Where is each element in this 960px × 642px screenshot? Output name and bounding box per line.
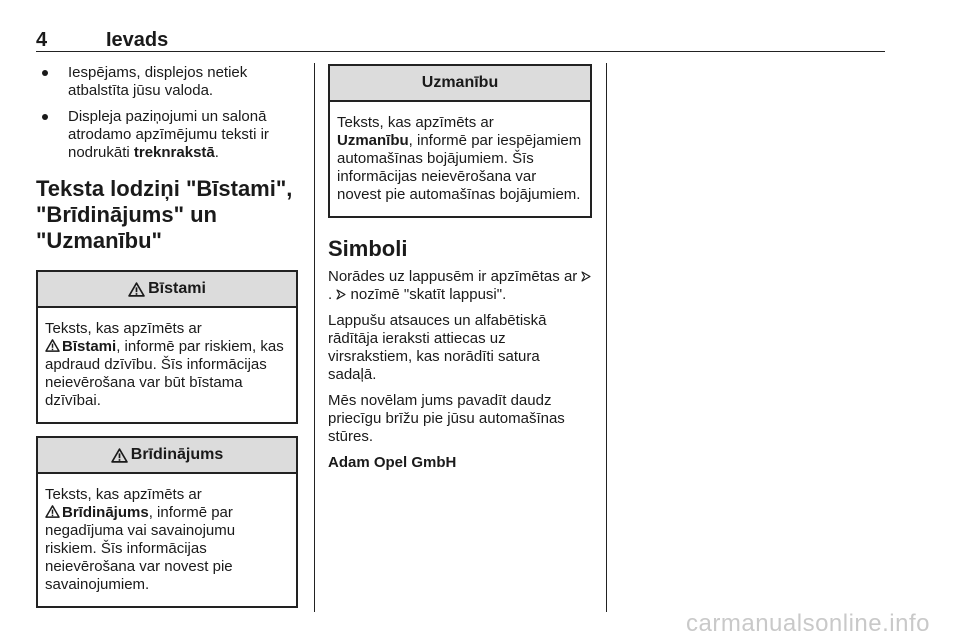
caution-box-title: Uzmanību bbox=[421, 74, 499, 91]
box-text: Teksts, kas apzīmēts ar bbox=[45, 486, 202, 503]
paragraph-text: . bbox=[328, 286, 333, 303]
heading-line: Teksta lodziņi "Bīstami", bbox=[36, 176, 293, 201]
section-title: Ievads bbox=[106, 29, 169, 51]
warning-triangle-icon bbox=[128, 282, 145, 297]
symbols-heading: Simboli bbox=[328, 236, 408, 261]
warning-box-body bbox=[38, 474, 296, 606]
box-term: Bīstami bbox=[62, 338, 117, 355]
bullet-icon bbox=[42, 70, 48, 76]
column-divider bbox=[606, 63, 607, 612]
warning-box-title: Brīdinājums bbox=[130, 446, 224, 463]
symbols-paragraph bbox=[328, 268, 592, 304]
heading-line: "Brīdinājums" un bbox=[36, 202, 217, 227]
heading-line: "Uzmanību" bbox=[36, 228, 162, 253]
list-item bbox=[36, 108, 298, 162]
watermark: carmanualsonline.info bbox=[686, 610, 930, 637]
paragraph-text: Norādes uz lappusēm ir apzīmētas ar bbox=[328, 268, 578, 285]
column-divider bbox=[314, 63, 315, 612]
warning-box-header bbox=[38, 438, 296, 474]
caution-box-body bbox=[330, 102, 590, 216]
wishes-paragraph: Mēs novēlam jums pavadīt daudz priecīgu brīžu pie jūsu automašīnas stūres. bbox=[328, 392, 565, 445]
page-number: 4 bbox=[36, 29, 48, 51]
page-reference-arrow-icon bbox=[336, 289, 346, 300]
warning-triangle-icon bbox=[111, 448, 128, 463]
paragraph-text: nozīmē "skatīt lappusi". bbox=[350, 286, 507, 303]
warning-triangle-icon bbox=[45, 339, 60, 352]
warning-box bbox=[36, 436, 298, 608]
danger-box-header bbox=[38, 272, 296, 308]
danger-box bbox=[36, 270, 298, 424]
middle-column bbox=[328, 64, 592, 472]
left-column bbox=[36, 64, 298, 618]
bullet-text-end: . bbox=[214, 144, 219, 161]
danger-box-title: Bīstami bbox=[148, 280, 206, 297]
signature: Adam Opel GmbH bbox=[328, 454, 457, 471]
box-text: , informē par negadījuma vai savainojumu riskiem. Šīs informācijas neievērošana var novest pie savainojumiem. bbox=[45, 504, 236, 593]
list-item bbox=[36, 64, 298, 100]
caution-box-header bbox=[330, 66, 590, 102]
warning-boxes-heading bbox=[36, 176, 298, 254]
page-reference-arrow-icon bbox=[581, 271, 591, 282]
box-text: , informē par iespējamiem automašīnas bojājumiem. Šīs informācijas neievērošana var novest pie automašīnas bojājumiem. bbox=[337, 132, 582, 203]
page-header bbox=[36, 27, 885, 52]
bullet-list bbox=[36, 64, 298, 162]
index-paragraph: Lappušu atsauces un alfabētiskā rādītāja ieraksti attiecas uz virsrakstiem, kas norādīti satura sadaļā. bbox=[328, 312, 547, 383]
bullet-text: Iespējams, displejos netiek atbalstīta jūsu valoda. bbox=[68, 64, 248, 99]
box-text: Teksts, kas apzīmēts ar bbox=[337, 114, 494, 131]
bullet-bold-term: treknrakstā bbox=[133, 144, 215, 161]
box-text: , informē par riskiem, kas apdraud dzīvību. Šīs informācijas neievērošana var būt bīstama dzīvībai. bbox=[45, 338, 284, 409]
bullet-icon bbox=[42, 114, 48, 120]
caution-box bbox=[328, 64, 592, 218]
bullet-text: Displeja paziņojumi un salonā atrodamo apzīmējumu teksti ir nodrukāti bbox=[68, 108, 269, 161]
danger-box-body bbox=[38, 308, 296, 422]
box-text: Teksts, kas apzīmēts ar bbox=[45, 320, 202, 337]
box-term: Uzmanību bbox=[337, 132, 409, 149]
box-term: Brīdinājums bbox=[62, 504, 149, 521]
warning-triangle-icon bbox=[45, 505, 60, 518]
